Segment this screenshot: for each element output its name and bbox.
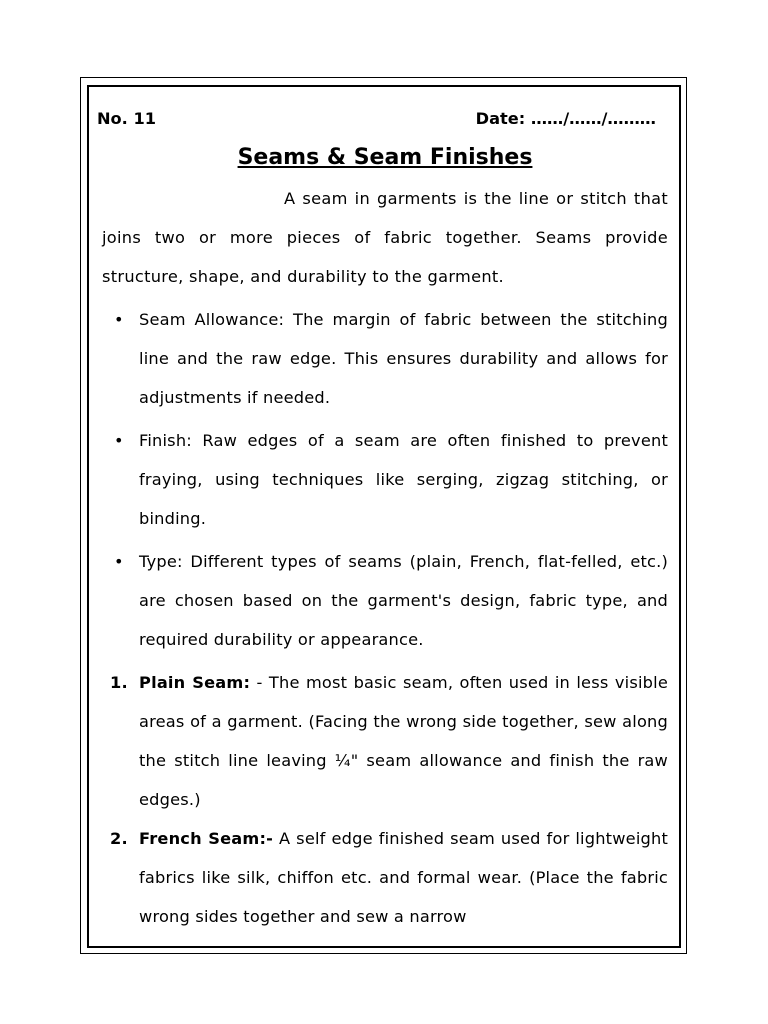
bullet-marker: • bbox=[114, 552, 124, 571]
document-content bbox=[97, 102, 668, 936]
header-row bbox=[97, 102, 668, 136]
item-number: 1. bbox=[110, 673, 128, 692]
page-title: Seams & Seam Finishes bbox=[237, 145, 533, 170]
bullet-text: Finish: Raw edges of a seam are often finished to prevent fraying, using techniques like serging, zigzag stitching, or binding. bbox=[139, 431, 668, 528]
bullet-text: Seam Allowance: The margin of fabric between the stitching line and the raw edge. This ensures durability and allows for adjustments if needed. bbox=[139, 310, 668, 407]
intro-paragraph: A seam in garments is the line or stitch that joins two or more pieces of fabric together. Seams provide structure, shape, and durability to the garment. bbox=[102, 189, 668, 286]
document-date: Date: ……/……/……… bbox=[475, 109, 656, 128]
numbered-item bbox=[102, 663, 668, 819]
item-number: 2. bbox=[110, 829, 128, 848]
bullet-item bbox=[102, 421, 668, 538]
numbered-item bbox=[102, 819, 668, 936]
item-term: Plain Seam: bbox=[139, 673, 251, 692]
document-number: No. 11 bbox=[97, 109, 156, 128]
item-text: A self edge finished seam used for lightweight fabrics like silk, chiffon etc. and formal wear. (Place the fabric wrong sides together and sew a narrow bbox=[139, 829, 668, 926]
bullet-item bbox=[102, 300, 668, 417]
bullet-marker: • bbox=[114, 431, 124, 450]
numbered-list bbox=[102, 663, 668, 936]
bullet-list bbox=[102, 300, 668, 659]
item-term: French Seam:- bbox=[139, 829, 274, 848]
bullet-text: Type: Different types of seams (plain, French, flat-felled, etc.) are chosen based on the garment's design, fabric type, and required durability or appearance. bbox=[139, 552, 668, 649]
bullet-item bbox=[102, 542, 668, 659]
bullet-marker: • bbox=[114, 310, 124, 329]
item-text: - The most basic seam, often used in less visible areas of a garment. (Facing the wrong side together, sew along the stitch line leaving ¼" seam allowance and finish the raw edges.) bbox=[139, 673, 668, 809]
